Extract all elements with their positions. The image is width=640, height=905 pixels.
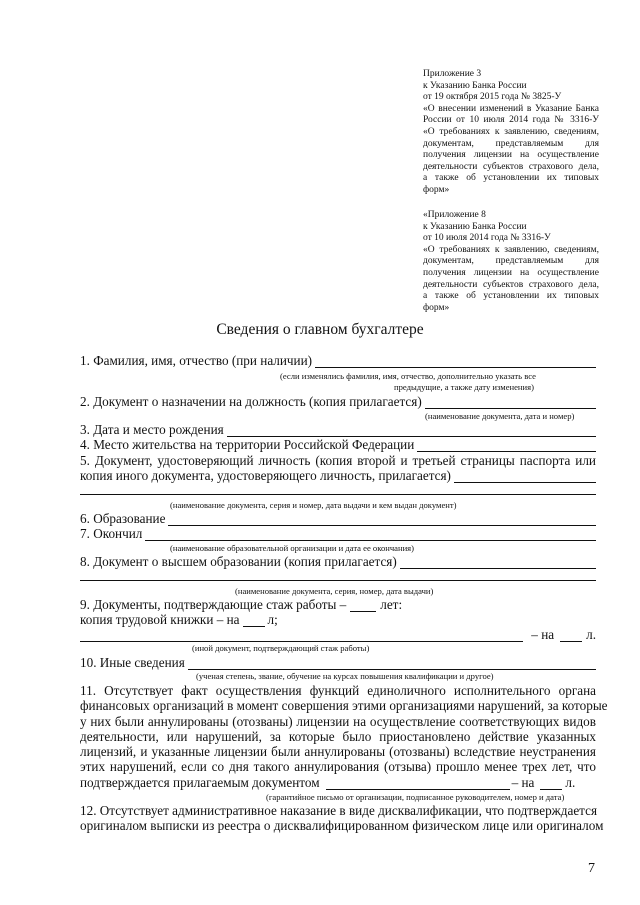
field-7-row	[80, 526, 596, 541]
field-11-line: финансовых организаций в момент совершения этими организациями нарушений, за которые	[80, 698, 608, 714]
field-9-book-row	[80, 612, 278, 627]
annex-3-line: от 19 октября 2015 года № 3825-У	[423, 92, 562, 103]
annex-8-line: «О требованиях к заявлению, сведениям,	[423, 244, 599, 255]
annex-3-line: к Указанию Банка России	[423, 80, 527, 91]
identity-document-line[interactable]	[80, 494, 596, 495]
guarantee-sheets-field[interactable]	[540, 778, 562, 790]
field-5-line: копия иного документа, удостоверяющего личность, прилагается)	[80, 468, 451, 483]
years-field[interactable]	[350, 600, 376, 612]
field-11-hint: (гарантийное письмо от организации, подписанное руководителем, номер и дата)	[266, 792, 565, 802]
field-9-book-label: копия трудовой книжки – на	[80, 612, 240, 627]
annex-8-line: к Указанию Банка России	[423, 221, 527, 232]
annex-8-line: деятельности субъектов страхового дела,	[423, 279, 599, 290]
field-8-label: 8. Документ о высшем образовании (копия прилагается)	[80, 554, 397, 569]
field-5-text	[80, 453, 596, 468]
annex-3-line: «О требованиях к заявлению, сведениям,	[423, 126, 599, 137]
field-12-line: оригиналом выписки из реестра о дисквалифицированном физическом лице или оригиналом	[80, 818, 604, 834]
annex-8-block	[423, 210, 599, 314]
field-11-line: деятельности, или нарушений, за которые было приостановлено действие указанных	[80, 728, 596, 744]
book-sheets-field[interactable]	[243, 615, 265, 627]
annex-3-line: России от 10 июля 2014 года № 3316-У	[423, 115, 599, 126]
field-8-hint: (наименование документа, серия, номер, дата выдачи)	[235, 586, 434, 596]
field-9-hint: (иной документ, подтверждающий стаж работы)	[192, 643, 370, 653]
field-11-line: этих нарушений, если со дня такого аннулирования (отзыва) прошло менее трех лет, что	[80, 759, 596, 775]
annex-8-line: «Приложение 8	[423, 210, 486, 220]
field-5-row	[80, 468, 596, 483]
birth-date-place-field[interactable]	[227, 425, 596, 437]
residence-field[interactable]	[417, 440, 596, 452]
field-7-hint: (наименование образовательной организации и дата ее окончания)	[170, 543, 414, 553]
field-9-book-sheets-unit: л;	[267, 612, 278, 627]
field-9-other-row	[80, 627, 596, 642]
annex-3-line: а также об установлении их типовых	[423, 173, 599, 184]
diploma-field[interactable]	[400, 557, 596, 569]
annex-3-line: «О внесении изменений в Указание Банка	[423, 103, 599, 114]
field-2-label: 2. Документ о назначении на должность (копия прилагается)	[80, 394, 422, 409]
field-1-hint: предыдущие, а также дату изменения)	[394, 382, 534, 392]
field-9-years: лет:	[380, 597, 403, 612]
annex-3-line: получения лицензии на осуществление	[423, 150, 599, 161]
field-3-row	[80, 422, 596, 437]
identity-document-field[interactable]	[454, 471, 596, 483]
field-11-sheets-unit: л.	[565, 775, 576, 790]
other-info-field[interactable]	[188, 658, 596, 670]
field-3-label: 3. Дата и место рождения	[80, 422, 224, 437]
graduated-field[interactable]	[145, 529, 596, 541]
document-title: Сведения о главном бухгалтере	[216, 321, 424, 338]
field-9-label: 9. Документы, подтверждающие стаж работы –	[80, 597, 347, 612]
field-11-text	[80, 683, 608, 775]
field-8-row	[80, 554, 596, 569]
annex-8-line: документам, представляемым для	[423, 256, 599, 267]
diploma-line[interactable]	[80, 580, 596, 581]
annex-3-line: Приложение 3	[423, 69, 482, 79]
field-5-line: 5. Документ, удостоверяющий личность (копия второй и третьей страницы паспорта или	[80, 453, 596, 468]
field-4-row	[80, 437, 596, 452]
field-2-row	[80, 394, 596, 409]
field-12-line: 12. Отсутствует административное наказание в виде дисквалификации, что подтверждается	[80, 803, 598, 818]
field-9-na: – на	[531, 627, 555, 642]
field-11-line: 11. Отсутствует факт осуществления функций единоличного исполнительного органа	[80, 683, 596, 698]
field-4-label: 4. Место жительства на территории Российской Федерации	[80, 437, 415, 452]
annex-8-line: форм»	[423, 302, 450, 313]
field-1-row	[80, 353, 596, 368]
field-6-row	[80, 511, 596, 526]
annex-8-line: от 10 июля 2014 года № 3316-У	[423, 233, 551, 244]
field-11-line: лицензий, и указанные лицензии были аннулированы (отозваны) вследствие неустранения	[80, 744, 596, 760]
full-name-field[interactable]	[315, 356, 596, 368]
field-1-hint: (если изменялись фамилия, имя, отчество, дополнительно указать все	[280, 371, 536, 381]
annex-3-line: деятельности субъектов страхового дела,	[423, 161, 599, 172]
other-sheets-field[interactable]	[560, 630, 582, 642]
field-10-hint: (ученая степень, звание, обучение на курсах повышения квалификации и другое)	[196, 671, 494, 681]
field-5-hint: (наименование документа, серия и номер, дата выдачи и кем выдан документ)	[170, 500, 457, 510]
annex-3-block	[423, 69, 599, 197]
field-10-label: 10. Иные сведения	[80, 655, 185, 670]
field-11-na: – на	[511, 775, 535, 790]
field-6-label: 6. Образование	[80, 511, 166, 526]
education-field[interactable]	[168, 514, 596, 526]
field-2-hint: (наименование документа, дата и номер)	[425, 411, 575, 421]
field-9-row	[80, 597, 402, 612]
page-number: 7	[588, 861, 595, 876]
field-11-line: у них были аннулированы (отозваны) лицензии на осуществление соответствующих видов	[80, 713, 596, 729]
field-7-label: 7. Окончил	[80, 526, 143, 541]
field-11-last-line: подтверждается прилагаемым документом	[80, 775, 320, 790]
field-9-sheets-unit: л.	[586, 627, 596, 642]
field-10-row	[80, 655, 596, 670]
field-12-text	[80, 803, 604, 834]
annex-8-line: получения лицензии на осуществление	[423, 267, 599, 278]
annex-3-line: форм»	[423, 184, 450, 195]
annex-3-line: документам, представляемым для	[423, 138, 599, 149]
annex-8-line: а также об установлении их типовых	[423, 291, 599, 302]
field-11-row	[80, 775, 575, 790]
other-document-field[interactable]	[80, 630, 523, 642]
guarantee-letter-field[interactable]	[326, 778, 510, 790]
field-1-label: 1. Фамилия, имя, отчество (при наличии)	[80, 353, 313, 368]
appointment-document-field[interactable]	[425, 397, 596, 409]
